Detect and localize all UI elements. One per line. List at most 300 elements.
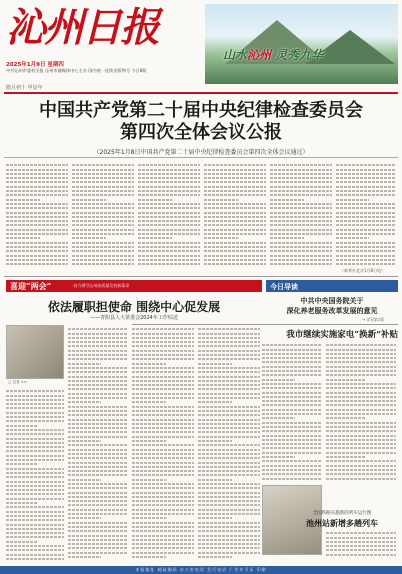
text-line <box>72 190 134 192</box>
text-line <box>68 556 101 558</box>
text-line <box>132 449 194 451</box>
text-line <box>6 263 68 265</box>
text-line <box>72 212 134 214</box>
text-line <box>270 181 332 183</box>
text-line <box>326 422 396 424</box>
text-line <box>198 470 260 472</box>
text-line <box>198 535 260 537</box>
today-guide-source: → 详见第2版 <box>362 317 384 322</box>
text-line <box>6 420 64 422</box>
text-line <box>262 478 322 480</box>
text-line <box>6 442 64 444</box>
text-line <box>68 393 128 395</box>
text-line <box>132 547 194 549</box>
text-line <box>68 547 128 549</box>
text-line <box>68 457 128 459</box>
feature-column <box>198 326 260 562</box>
text-line <box>68 427 128 429</box>
text-line <box>262 473 322 475</box>
text-line <box>204 177 266 179</box>
text-line <box>68 509 128 511</box>
feature-column <box>132 326 194 562</box>
text-line <box>270 233 332 235</box>
text-line <box>132 556 166 558</box>
text-line <box>326 409 396 411</box>
text-line <box>198 552 260 554</box>
text-line <box>262 426 322 428</box>
text-line <box>198 530 260 532</box>
article-column <box>270 162 332 266</box>
text-line <box>138 224 200 226</box>
text-line <box>326 469 396 471</box>
text-line <box>6 536 64 538</box>
text-line <box>262 430 322 432</box>
text-line <box>138 212 200 214</box>
text-line <box>68 358 128 360</box>
text-line <box>6 541 38 543</box>
text-line <box>198 419 260 421</box>
masthead-divider <box>4 92 398 94</box>
text-line <box>262 456 295 458</box>
text-line <box>326 478 396 480</box>
text-line <box>6 229 68 231</box>
text-line <box>72 246 134 248</box>
text-line <box>6 390 64 392</box>
article-column <box>204 162 266 266</box>
text-line <box>198 526 260 528</box>
text-line <box>132 419 194 421</box>
text-line <box>6 199 40 201</box>
masthead <box>0 0 402 90</box>
text-line <box>132 350 194 352</box>
text-line <box>270 190 332 192</box>
feature-column <box>68 326 128 562</box>
text-line <box>68 337 128 339</box>
text-line <box>336 216 396 218</box>
text-line <box>132 376 194 378</box>
text-line <box>198 388 260 390</box>
text-line <box>68 517 101 519</box>
text-line <box>68 410 128 412</box>
text-line <box>138 237 172 239</box>
divider <box>4 276 398 277</box>
text-line <box>68 419 128 421</box>
text-line <box>326 447 396 449</box>
text-line <box>204 242 266 244</box>
text-line <box>6 425 38 427</box>
text-line <box>6 549 64 551</box>
today-guide-title[interactable]: 中共中央国务院关于 深化养老服务改革发展的意见 <box>286 296 378 315</box>
text-line <box>198 487 260 489</box>
text-line <box>138 220 200 222</box>
text-line <box>204 194 266 196</box>
text-line <box>326 541 396 543</box>
text-line <box>132 509 194 511</box>
text-line <box>326 430 396 432</box>
text-line <box>68 341 128 343</box>
text-line <box>132 496 194 498</box>
text-line <box>326 435 396 437</box>
text-line <box>336 199 369 201</box>
text-line <box>138 259 200 261</box>
text-line <box>326 361 396 363</box>
text-line <box>262 435 322 437</box>
text-line <box>262 344 322 346</box>
feature-title[interactable]: 依法履职担使命 围绕中心促发展 <box>47 300 221 314</box>
text-line <box>132 406 194 408</box>
text-line <box>132 522 194 524</box>
article-source: （新华社北京1月8日电） <box>340 268 386 273</box>
text-line <box>204 203 266 205</box>
text-line <box>6 524 64 526</box>
text-line <box>138 233 200 235</box>
text-line <box>270 250 332 252</box>
text-line <box>204 255 266 257</box>
text-line <box>204 207 266 209</box>
text-line <box>270 207 332 209</box>
text-line <box>6 403 64 405</box>
text-line <box>132 431 194 433</box>
text-line <box>326 456 365 458</box>
text-line <box>68 487 128 489</box>
text-line <box>6 459 64 461</box>
text-line <box>262 379 295 381</box>
text-line <box>326 532 396 534</box>
text-line <box>204 220 266 222</box>
text-line <box>270 177 332 179</box>
text-line <box>6 407 64 409</box>
feature-subtitle: ——青阳县人大常委会2024年工作综述 <box>90 315 178 321</box>
text-line <box>326 353 396 355</box>
article-column <box>6 162 68 266</box>
railway-title[interactable]: 池州站新增多趟列车 <box>306 518 378 528</box>
text-line <box>198 539 260 541</box>
text-line <box>336 220 396 222</box>
page-footer <box>0 566 402 574</box>
text-line <box>138 229 200 231</box>
text-line <box>72 164 134 166</box>
text-line <box>6 186 68 188</box>
text-line <box>138 255 200 257</box>
text-line <box>198 513 260 515</box>
text-line <box>270 186 332 188</box>
text-line <box>132 504 194 506</box>
article-column <box>326 342 396 482</box>
text-line <box>336 173 396 175</box>
text-line <box>132 427 194 429</box>
text-line <box>326 374 396 376</box>
text-line <box>262 383 322 385</box>
text-line <box>204 229 266 231</box>
text-line <box>6 220 68 222</box>
text-line <box>6 502 38 504</box>
feature-banner <box>6 280 262 292</box>
text-line <box>204 181 266 183</box>
text-line <box>198 436 260 438</box>
text-line <box>270 203 332 205</box>
text-line <box>6 429 64 431</box>
text-line <box>6 489 64 491</box>
text-line <box>6 532 64 534</box>
text-line <box>326 370 396 372</box>
text-line <box>132 466 194 468</box>
text-line <box>68 535 128 537</box>
text-line <box>262 409 322 411</box>
text-line <box>198 466 260 468</box>
text-line <box>138 186 200 188</box>
text-line <box>336 242 396 244</box>
text-line <box>270 255 332 257</box>
text-line <box>68 354 128 356</box>
text-line <box>198 504 260 506</box>
text-line <box>262 465 322 467</box>
text-line <box>138 250 200 252</box>
text-line <box>204 263 266 265</box>
text-line <box>138 207 200 209</box>
text-line <box>6 194 68 196</box>
text-line <box>204 224 266 226</box>
text-line <box>326 439 396 441</box>
text-line <box>138 164 200 166</box>
lead-headline[interactable] <box>10 100 392 144</box>
text-line <box>270 173 332 175</box>
text-line <box>68 367 128 369</box>
text-line <box>132 393 194 395</box>
text-line <box>72 169 134 171</box>
text-line <box>132 397 194 399</box>
text-line <box>336 255 396 257</box>
text-line <box>6 416 64 418</box>
text-line <box>68 380 128 382</box>
text-line <box>336 203 396 205</box>
text-line <box>326 537 396 539</box>
text-line <box>198 547 260 549</box>
text-line <box>270 216 332 218</box>
text-line <box>138 216 200 218</box>
text-line <box>68 513 128 515</box>
text-line <box>198 479 232 481</box>
text-line <box>68 522 128 524</box>
text-line <box>270 220 332 222</box>
text-line <box>198 363 232 365</box>
text-line <box>336 237 369 239</box>
text-line <box>336 169 396 171</box>
text-line <box>6 558 64 560</box>
text-line <box>132 440 166 442</box>
text-line <box>132 371 194 373</box>
text-line <box>336 186 396 188</box>
text-line <box>132 479 166 481</box>
text-line <box>326 443 396 445</box>
text-line <box>198 350 260 352</box>
text-line <box>68 436 128 438</box>
text-line <box>6 237 40 239</box>
article-column <box>326 530 396 560</box>
text-line <box>68 530 128 532</box>
text-line <box>262 396 322 398</box>
feature-byline: □ 记者 ×× <box>8 380 27 384</box>
text-line <box>6 412 64 414</box>
text-line <box>336 181 396 183</box>
text-line <box>198 517 232 519</box>
appliance-subsidy-title[interactable]: 我市继续实施家电“换新”补贴 <box>286 330 398 340</box>
text-line <box>132 367 194 369</box>
text-line <box>68 449 128 451</box>
text-line <box>132 414 194 416</box>
text-line <box>68 345 128 347</box>
text-line <box>68 406 128 408</box>
text-line <box>6 455 64 457</box>
text-line <box>198 483 260 485</box>
text-line <box>336 224 396 226</box>
text-line <box>198 500 260 502</box>
text-line <box>198 522 260 524</box>
text-line <box>68 363 101 365</box>
text-line <box>6 164 68 166</box>
text-line <box>198 492 260 494</box>
text-line <box>326 379 365 381</box>
text-line <box>6 433 64 435</box>
text-line <box>68 479 101 481</box>
text-line <box>138 169 200 171</box>
text-line <box>68 466 128 468</box>
text-line <box>138 263 200 265</box>
article-column <box>72 162 134 266</box>
text-line <box>198 453 260 455</box>
text-line <box>326 413 396 415</box>
feature-note: ·奋力谱写沁州高质量发展新篇章 <box>72 283 130 288</box>
text-line <box>336 246 396 248</box>
text-line <box>198 345 260 347</box>
text-line <box>6 476 64 478</box>
text-line <box>336 229 396 231</box>
text-line <box>72 199 106 201</box>
text-line <box>68 470 128 472</box>
text-line <box>326 404 396 406</box>
text-line <box>204 190 266 192</box>
text-line <box>336 164 396 166</box>
article-column <box>336 162 396 266</box>
text-line <box>68 397 128 399</box>
text-line <box>326 426 396 428</box>
text-line <box>204 237 238 239</box>
text-line <box>204 164 266 166</box>
text-line <box>198 440 232 442</box>
text-line <box>336 177 396 179</box>
text-line <box>6 528 64 530</box>
text-line <box>262 374 322 376</box>
lunar-date: 腊月初十 甲辰年 <box>6 85 43 91</box>
text-line <box>262 422 322 424</box>
text-line <box>132 492 194 494</box>
text-line <box>198 401 232 403</box>
text-line <box>326 549 396 551</box>
text-line <box>270 237 304 239</box>
text-line <box>262 417 295 419</box>
text-line <box>68 376 128 378</box>
text-line <box>138 173 200 175</box>
text-line <box>262 439 322 441</box>
text-line <box>68 333 128 335</box>
text-line <box>336 263 396 265</box>
text-line <box>262 469 322 471</box>
headline-line-2: 第四次全体会议公报 <box>120 122 282 143</box>
text-line <box>336 194 396 196</box>
text-line <box>326 357 396 359</box>
text-line <box>132 474 194 476</box>
feature-story[interactable] <box>6 280 262 566</box>
text-line <box>326 396 396 398</box>
text-line <box>138 177 200 179</box>
text-line <box>204 259 266 261</box>
text-line <box>204 173 266 175</box>
text-line <box>326 387 396 389</box>
text-line <box>270 263 332 265</box>
text-line <box>262 400 322 402</box>
text-line <box>6 255 68 257</box>
text-line <box>6 515 64 517</box>
text-line <box>270 164 332 166</box>
text-line <box>198 393 260 395</box>
text-line <box>270 259 332 261</box>
text-line <box>72 259 134 261</box>
feature-column <box>6 388 64 562</box>
text-line <box>132 517 166 519</box>
text-line <box>68 483 128 485</box>
text-line <box>6 203 68 205</box>
text-line <box>6 468 64 470</box>
text-line <box>132 354 194 356</box>
text-line <box>198 358 260 360</box>
text-line <box>68 444 128 446</box>
article-column <box>138 162 200 266</box>
text-line <box>68 500 128 502</box>
today-guide-label: 今日导读 <box>266 280 398 292</box>
text-line <box>6 207 68 209</box>
text-line <box>198 496 260 498</box>
text-line <box>132 410 194 412</box>
text-line <box>326 473 396 475</box>
text-line <box>72 224 134 226</box>
scenery-banner <box>205 4 398 84</box>
text-line <box>68 440 101 442</box>
text-line <box>72 250 134 252</box>
text-line <box>132 345 194 347</box>
text-line <box>72 203 134 205</box>
text-line <box>6 493 64 495</box>
text-line <box>326 554 396 556</box>
text-line <box>6 438 64 440</box>
text-line <box>68 401 101 403</box>
text-line <box>72 255 134 257</box>
divider <box>4 157 398 158</box>
article-column <box>262 342 322 482</box>
newspaper-logo: 沁州日报 <box>6 4 158 51</box>
text-line <box>72 237 106 239</box>
text-line <box>6 463 38 465</box>
text-line <box>198 414 260 416</box>
text-line <box>198 509 260 511</box>
text-line <box>204 246 266 248</box>
text-line <box>262 413 322 415</box>
lead-subheadline: （2025年1月8日中国共产党第二十届中央纪律检查委员会第四次全体会议通过） <box>93 149 309 156</box>
text-line <box>198 444 260 446</box>
text-line <box>138 194 200 196</box>
text-line <box>6 177 68 179</box>
text-line <box>68 526 128 528</box>
text-line <box>6 212 68 214</box>
text-line <box>336 250 396 252</box>
